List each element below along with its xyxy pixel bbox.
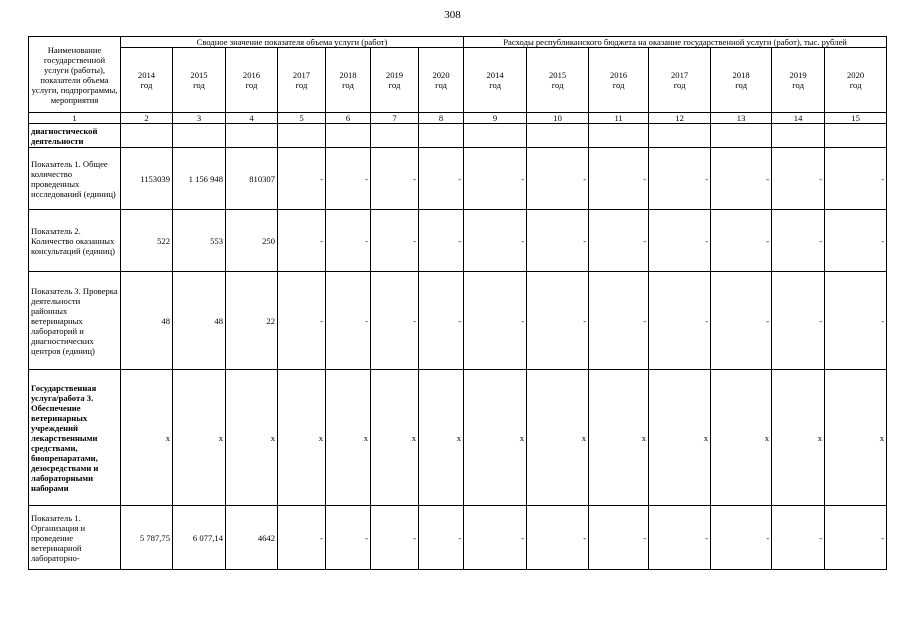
column-number: 14	[772, 113, 825, 124]
row-value	[711, 124, 772, 148]
row-value: x	[711, 370, 772, 506]
header-year: 2018	[732, 70, 750, 80]
row-value: x	[527, 370, 589, 506]
row-value: x	[464, 370, 527, 506]
row-name: диагностической деятельности	[29, 124, 121, 148]
column-number: 7	[371, 113, 419, 124]
row-value: -	[326, 148, 371, 210]
header-year-cell	[326, 48, 371, 113]
row-value: -	[589, 506, 649, 570]
row-value: -	[527, 506, 589, 570]
row-value: -	[711, 506, 772, 570]
row-value: -	[326, 210, 371, 272]
header-year-word: год	[245, 80, 258, 90]
row-value: -	[278, 210, 326, 272]
row-value: -	[825, 210, 887, 272]
row-value: 5 787,75	[121, 506, 173, 570]
row-value: 553	[173, 210, 226, 272]
row-value: -	[772, 148, 825, 210]
budget-table	[28, 36, 887, 570]
column-number: 12	[649, 113, 711, 124]
header-year-cell	[464, 48, 527, 113]
row-value: -	[464, 272, 527, 370]
header-year: 2014	[486, 70, 504, 80]
row-value: -	[649, 506, 711, 570]
row-value: x	[589, 370, 649, 506]
row-name: Государственная услуга/работа 3. Обеспечение ветеринарных учреждений лекарственными средствами, биопрепаратами, дезосредствами и лабораторными наборами	[29, 370, 121, 506]
row-value: -	[772, 210, 825, 272]
row-value	[371, 124, 419, 148]
row-value: x	[121, 370, 173, 506]
header-year-cell	[121, 48, 173, 113]
header-year-cell	[371, 48, 419, 113]
row-value: -	[589, 148, 649, 210]
row-name: Показатель 1. Организация и проведение ветеринарной лабораторно-	[29, 506, 121, 570]
row-value: -	[711, 272, 772, 370]
page-number: 308	[444, 9, 461, 21]
header-year-word: год	[140, 80, 153, 90]
header-year-word: год	[849, 80, 862, 90]
header-year-cell	[226, 48, 278, 113]
table-row	[29, 124, 887, 148]
row-value	[527, 124, 589, 148]
header-year-word: год	[551, 80, 564, 90]
header-year-word: год	[388, 80, 401, 90]
row-value: -	[419, 210, 464, 272]
row-value: x	[825, 370, 887, 506]
row-value: -	[527, 210, 589, 272]
header-year: 2017	[670, 70, 689, 80]
row-value	[649, 124, 711, 148]
header-year: 2019	[789, 70, 807, 80]
row-value: 1153039	[121, 148, 173, 210]
header-year-word: год	[489, 80, 501, 90]
row-value	[825, 124, 887, 148]
row-value: 22	[226, 272, 278, 370]
row-value: -	[772, 506, 825, 570]
row-value	[772, 124, 825, 148]
column-number-row	[29, 113, 887, 124]
column-number: 4	[226, 113, 278, 124]
row-value: x	[326, 370, 371, 506]
row-value: -	[527, 148, 589, 210]
header-name-col: Наименование государственной услуги (работы), показатели объема услуги, подпрограммы, мероприятия	[29, 37, 121, 113]
table-row	[29, 148, 887, 210]
row-value: -	[825, 506, 887, 570]
header-year: 2015	[190, 70, 208, 80]
header-year-word: год	[435, 80, 447, 90]
header-year-word: год	[792, 80, 804, 90]
table-row	[29, 506, 887, 570]
header-volume-group: Сводное значение показателя объема услуги (работ)	[121, 37, 464, 48]
row-value: 810307	[226, 148, 278, 210]
row-value: 522	[121, 210, 173, 272]
row-value: -	[649, 210, 711, 272]
row-value: -	[464, 210, 527, 272]
row-value: -	[589, 272, 649, 370]
header-year-cell	[173, 48, 226, 113]
header-year-cell	[419, 48, 464, 113]
header-year-word: год	[673, 80, 686, 90]
header-year-cell	[649, 48, 711, 113]
header-year: 2019	[385, 70, 404, 80]
header-year: 2020	[432, 70, 450, 80]
row-value: 48	[121, 272, 173, 370]
column-number: 10	[527, 113, 589, 124]
row-value: 250	[226, 210, 278, 272]
row-value: -	[371, 148, 419, 210]
row-value: x	[371, 370, 419, 506]
row-value: -	[278, 506, 326, 570]
header-year-cell	[278, 48, 326, 113]
row-value: 1 156 948	[173, 148, 226, 210]
row-value: -	[419, 272, 464, 370]
row-value: -	[371, 210, 419, 272]
header-year: 2016	[609, 70, 628, 80]
header-year: 2016	[242, 70, 261, 80]
row-value: -	[419, 506, 464, 570]
row-value	[226, 124, 278, 148]
header-year: 2014	[137, 70, 156, 80]
column-number: 8	[419, 113, 464, 124]
header-year-word: год	[735, 80, 747, 90]
header-year-word: год	[342, 80, 354, 90]
header-year-cell	[772, 48, 825, 113]
row-value: 6 077,14	[173, 506, 226, 570]
row-value: -	[527, 272, 589, 370]
row-value: -	[772, 272, 825, 370]
header-year: 2018	[339, 70, 357, 80]
header-year-word: год	[193, 80, 205, 90]
row-value: x	[226, 370, 278, 506]
header-year: 2020	[846, 70, 865, 80]
row-value	[326, 124, 371, 148]
column-number: 2	[121, 113, 173, 124]
table-row	[29, 210, 887, 272]
row-value: -	[711, 210, 772, 272]
row-value	[419, 124, 464, 148]
row-value: -	[371, 506, 419, 570]
header-year: 2017	[292, 70, 311, 80]
row-value: -	[825, 272, 887, 370]
header-year: 2015	[548, 70, 567, 80]
row-value: -	[464, 506, 527, 570]
row-value: -	[825, 148, 887, 210]
row-value: x	[772, 370, 825, 506]
column-number: 5	[278, 113, 326, 124]
row-value: -	[711, 148, 772, 210]
table-row	[29, 272, 887, 370]
row-value: -	[464, 148, 527, 210]
header-year-row	[29, 48, 887, 113]
column-number: 9	[464, 113, 527, 124]
column-number: 13	[711, 113, 772, 124]
row-value	[464, 124, 527, 148]
row-value	[173, 124, 226, 148]
column-number: 11	[589, 113, 649, 124]
row-value	[121, 124, 173, 148]
row-value	[589, 124, 649, 148]
row-value: -	[326, 272, 371, 370]
header-year-cell	[527, 48, 589, 113]
header-year-cell	[825, 48, 887, 113]
column-number: 3	[173, 113, 226, 124]
row-value: -	[278, 272, 326, 370]
column-number: 1	[29, 113, 121, 124]
row-value: -	[371, 272, 419, 370]
table-body	[29, 124, 887, 570]
row-name: Показатель 3. Проверка деятельности районных ветеринарных лабораторий и диагностических центров (единиц)	[29, 272, 121, 370]
header-year-word: год	[295, 80, 308, 90]
row-value	[278, 124, 326, 148]
row-value: -	[278, 148, 326, 210]
row-value: x	[173, 370, 226, 506]
header-year-cell	[711, 48, 772, 113]
row-value: x	[649, 370, 711, 506]
row-value: -	[649, 272, 711, 370]
header-budget-group: Расходы республиканского бюджета на оказание государственной услуги (работ), тыс. рублей	[464, 37, 887, 48]
row-name: Показатель 2. Количество оказанных консультаций (единиц)	[29, 210, 121, 272]
header-year-word: год	[612, 80, 625, 90]
column-number: 15	[825, 113, 887, 124]
table-row	[29, 370, 887, 506]
row-value: -	[419, 148, 464, 210]
header-group-row	[29, 37, 887, 48]
header-year-cell	[589, 48, 649, 113]
row-value: -	[649, 148, 711, 210]
column-number: 6	[326, 113, 371, 124]
row-value: 48	[173, 272, 226, 370]
row-value: -	[326, 506, 371, 570]
row-name: Показатель 1. Общее количество проведенных исследований (единиц)	[29, 148, 121, 210]
row-value: 4642	[226, 506, 278, 570]
row-value: x	[278, 370, 326, 506]
row-value: x	[419, 370, 464, 506]
row-value: -	[589, 210, 649, 272]
